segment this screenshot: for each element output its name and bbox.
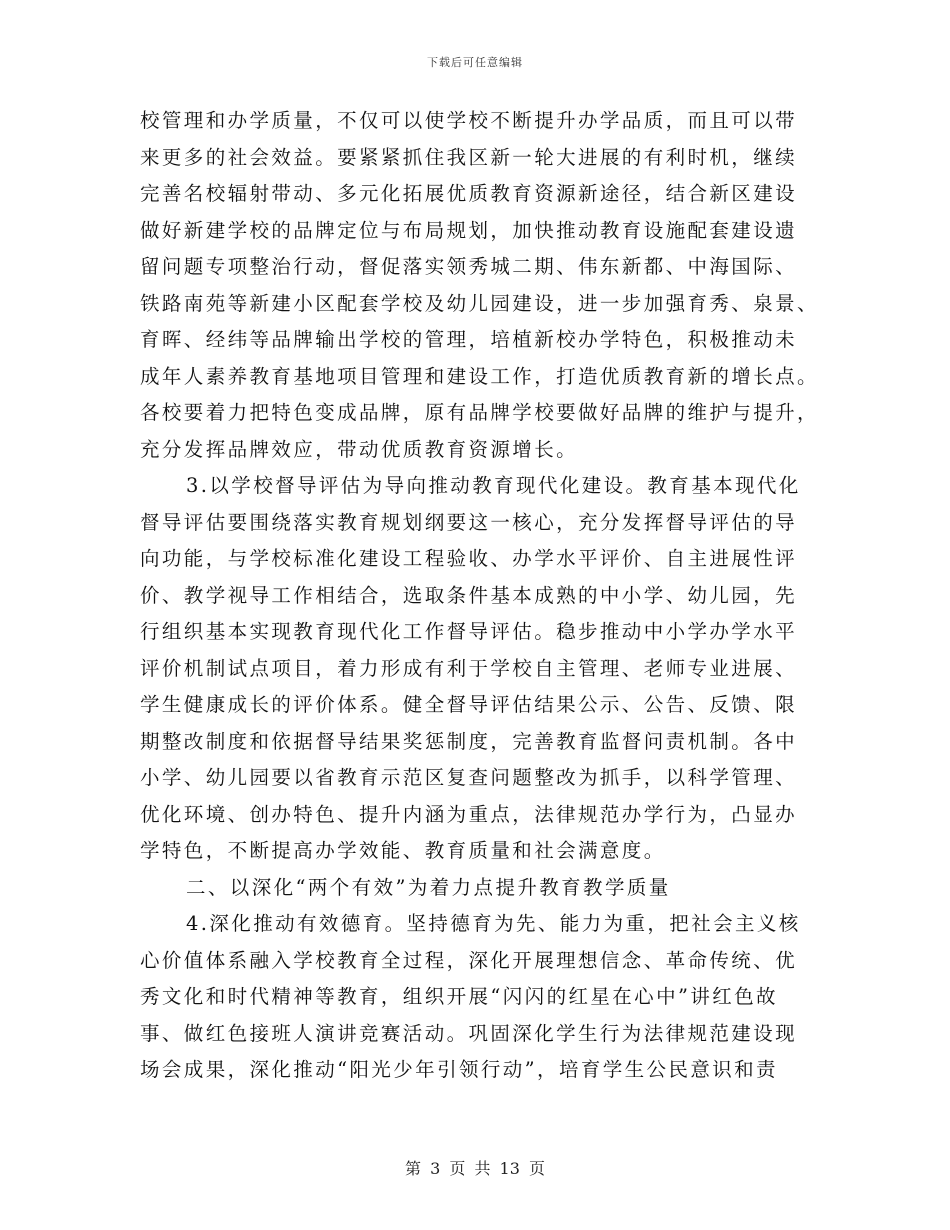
section-heading: 二、以深化“两个有效”为着力点提升教育教学质量 — [186, 875, 671, 899]
paragraph-start-line: 3.以学校督导评估为导向推动教育现代化建设。教育基本现代化 — [186, 474, 801, 497]
body-line: 来更多的社会效益。要紧紧抓住我区新一轮大进展的有利时机，继续 — [140, 145, 798, 169]
paragraph-start-line: 4.深化推动有效德育。坚持德育为先、能力为重，把社会主义核 — [186, 912, 801, 935]
body-line: 价、教学视导工作相结合，选取条件基本成熟的中小学、幼儿园，先 — [140, 583, 798, 607]
body-line: 向功能，与学校标准化建设工程验收、办学水平评价、自主进展性评 — [140, 547, 798, 570]
body-line: 学特色，不断提高办学效能、教育质量和社会满意度。 — [140, 839, 666, 862]
body-line: 铁路南苑等新建小区配套学校及幼儿园建设，进一步加强育秀、泉景、 — [140, 291, 819, 315]
body-line: 成年人素养教育基地项目管理和建设工作，打造优质教育新的增长点。 — [140, 364, 819, 388]
body-line: 心价值体系融入学校教育全过程，深化开展理想信念、革命传统、优 — [140, 948, 798, 972]
body-line: 校管理和办学质量，不仅可以使学校不断提升办学品质，而且可以带 — [140, 109, 798, 132]
body-line: 期整改制度和依据督导结果奖惩制度，完善教育监督问责机制。各中 — [140, 729, 798, 753]
body-line: 学生健康成长的评价体系。健全督导评估结果公示、公告、反馈、限 — [140, 693, 798, 716]
body-line: 督导评估要围绕落实教育规划纲要这一核心，充分发挥督导评估的导 — [140, 510, 798, 534]
page-number: 第 3 页 共 13 页 — [405, 1159, 545, 1178]
body-line: 留问题专项整治行动，督促落实领秀城二期、伟东新都、中海国际、 — [140, 255, 798, 278]
body-line: 充分发挥品牌效应，带动优质教育资源增长。 — [140, 437, 579, 461]
body-line: 评价机制试点项目，着力形成有利于学校自主管理、老师专业进展、 — [140, 656, 798, 680]
document-body — [140, 103, 819, 1089]
body-line: 育晖、经纬等品牌输出学校的管理，培植新校办学特色，积极推动未 — [140, 328, 798, 351]
body-line: 小学、幼儿园要以省教育示范区复查问题整改为抓手，以科学管理、 — [140, 766, 798, 789]
body-line: 秀文化和时代精神等教育，组织开展“闪闪的红星在心中”讲红色故 — [140, 985, 778, 1008]
body-line: 事、做红色接班人演讲竞赛活动。巩固深化学生行为法律规范建设现 — [140, 1021, 798, 1045]
body-line: 行组织基本实现教育现代化工作督导评估。稳步推动中小学办学水平 — [140, 620, 798, 643]
body-line: 场会成果，深化推动“阳光少年引领行动”，培育学生公民意识和责 — [140, 1058, 778, 1081]
body-line: 完善名校辐射带动、多元化拓展优质教育资源新途径，结合新区建设 — [140, 182, 798, 205]
body-line: 优化环境、创办特色、提升内涵为重点，法律规范办学行为，凸显办 — [140, 802, 798, 826]
body-line: 做好新建学校的品牌定位与布局规划，加快推动教育设施配套建设遗 — [140, 218, 798, 242]
body-line: 各校要着力把特色变成品牌，原有品牌学校要做好品牌的维护与提升， — [140, 401, 819, 424]
page-header-note: 下载后可任意编辑 — [427, 56, 523, 69]
